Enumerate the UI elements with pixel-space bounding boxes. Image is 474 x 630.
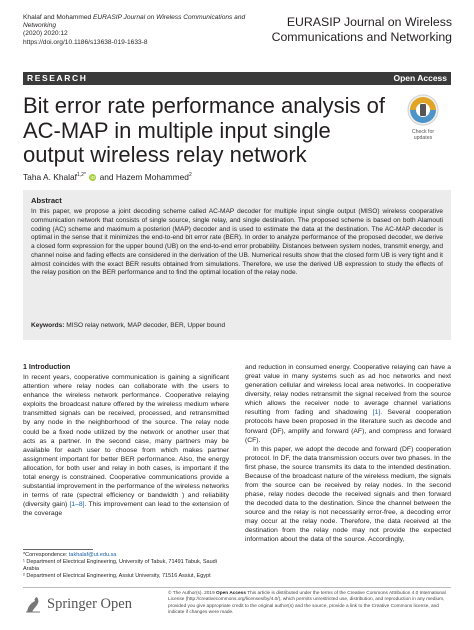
affiliation: ² Department of Electrical Engineering, Assiut University, 71516 Assiut, Egypt	[23, 573, 211, 579]
citation-link[interactable]: [1]	[372, 409, 381, 417]
springer-horse-icon	[23, 595, 43, 615]
journal-name-line2: Communications and Networking	[271, 29, 452, 44]
keywords	[31, 322, 443, 330]
citation-volume: (2020) 2020:12	[23, 30, 68, 38]
footer-divider	[23, 587, 451, 588]
orcid-icon[interactable]: iD	[90, 175, 95, 181]
citation-header	[23, 14, 253, 47]
citation-link[interactable]: [1–8]	[69, 501, 85, 509]
correspondence: *Correspondence: takhalaf@ut.edu.sa	[23, 552, 117, 558]
footnote-divider	[23, 549, 93, 550]
abstract-box	[23, 190, 451, 340]
author-affiliation-marker: 2	[188, 172, 192, 178]
citation-journal: EURASIP Journal on Wireless Communications and Networking	[23, 14, 246, 30]
author-list	[23, 170, 403, 182]
affiliation: ¹ Department of Electrical Engineering, University of Tabuk, 71491 Tabuk, Saudi Arabia	[23, 559, 217, 572]
journal-name-line1: EURASIP Journal on Wireless	[286, 15, 452, 29]
section-heading: 1 Introduction	[23, 363, 71, 371]
paragraph: In this paper, we adopt the decode and forward (DF) cooperation protocol. In DF, the data transmission occurs over two phases. In the first phase, the source transmits its data to the intended destination. Because of the broadcast nature of the wireless medium, the signals from the source can be received by relay nodes. In the second phase, relay nodes decode the received signals and then forward the decoded data to the destination. Since the channel between the source and the relay is not necessarily error-free, a decoding error may occur at the relay node. Therefore, the data received at the destination from the relay node may not provide the expected information about the data of the source. Accordingly,	[245, 445, 451, 544]
author-name: Taha A. Khalaf	[23, 171, 78, 182]
author-affiliation-marker: 1,2*	[77, 172, 86, 178]
abstract-body: In this paper, we propose a joint decoding scheme called AC-MAP decoder for multiple input single output (MISO) wireless cooperative communication network that consists of single source, single relay, and single destination. The proposed scheme is based on both Alamouti coding (AC) scheme and maximum a posteriori (MAP) decoder and is used to estimate the data at the destination. The AC-MAP decoder is optimal in the sense that it minimizes the end-to-end bit error rate (BER). In order to analyze performance of the proposed decoder, we derive a closed form expression for the upper bound (UB) on the end-to-end error probability. Distances between system nodes, transmit energy, and channel noise and fading effects are considered in the derivation of the UB. Numerical results show that the closed form UB is very tight and it almost coincides with the exact BER results obtained from simulations. Therefore, we use the derived UB expression to study the effects of the relay position on the BER performance and to find the optimal location of the relay node.	[31, 208, 443, 277]
keywords-label: Keywords:	[31, 322, 65, 329]
publisher-name: Springer Open	[47, 596, 132, 612]
check-for-updates-icon[interactable]	[398, 92, 448, 128]
license-statement: © The Author(s). 2019 Open Access This article is distributed under the terms of the Creative Commons Attribution 4.0 International License (http://creativecommons.org/licenses/by/4.0/), which permits unrestricted use, distribution, and reproduction in any medium, provided you give appropriate credit to the original author(s) and the source, provide a link to the Creative Commons license, and indicate if changes were made.	[168, 591, 446, 616]
keywords-list: MISO relay network, MAP decoder, BER, Upper bound	[64, 322, 226, 329]
license-open-access: Open Access	[216, 591, 246, 596]
abstract-heading: Abstract	[31, 196, 62, 205]
body-column-left	[23, 363, 229, 518]
author-name: and Hazem Mohammed	[97, 171, 189, 182]
check-for-updates-label[interactable]: Check for updates	[411, 129, 435, 141]
paragraph: and reduction in consumed energy. Cooperative relaying can have a great value in many systems such as ad hoc networks and next generation cellular and wireless local area networks. In cooperative diversity, relay nodes retransmit the signal received from the source which allows the receiver node to average channel variations resulting from fading and shadowing [1]. Several cooperation protocols have been proposed in the literature such as decode and forward (DF), amplify and forward (AF), and compress and forward (CF).	[245, 364, 451, 444]
citation-doi[interactable]: https://doi.org/10.1186/s13638-019-1633-8	[23, 38, 148, 46]
body-column-right	[245, 363, 451, 545]
citation-authors: Khalaf and Mohammed	[23, 14, 94, 21]
paragraph: In recent years, cooperative communication is gaining a significant attention where relay nodes can collaborate with the users to enhance the wireless network performance. Cooperative relaying exploits the broadcast nature offered by the wireless medium where transmitted signals can be received, processed, and retransmitted by any node in the neighborhood of the source. The relay node could be a fixed node utilized by the network or another user that acts as a partner. In the second case, many partners may be available for each user to choose from which makes partner assignment important for better BER performance. Also, the energy allocation, for both user and relay in both cases, is important if the total energy is constrained. Cooperative communications provide a substantial improvement in the performance of the wireless networks in terms of rate (spectral efficiency or bandwidth ) and reliability (diversity gain) [1–8]. This improvement can lead to the extension of the coverage	[23, 374, 229, 518]
article-title: Bit error rate performance analysis of AC-MAP in multiple input single output wireless relay network	[23, 93, 385, 167]
open-access-label: Open Access	[393, 73, 447, 83]
springer-open-logo	[23, 595, 133, 617]
footnotes	[23, 552, 229, 580]
article-type-label: RESEARCH	[27, 73, 88, 83]
journal-name	[262, 15, 452, 44]
correspondence-email[interactable]: takhalaf@ut.edu.sa	[68, 552, 117, 558]
article-type-banner	[23, 72, 451, 85]
